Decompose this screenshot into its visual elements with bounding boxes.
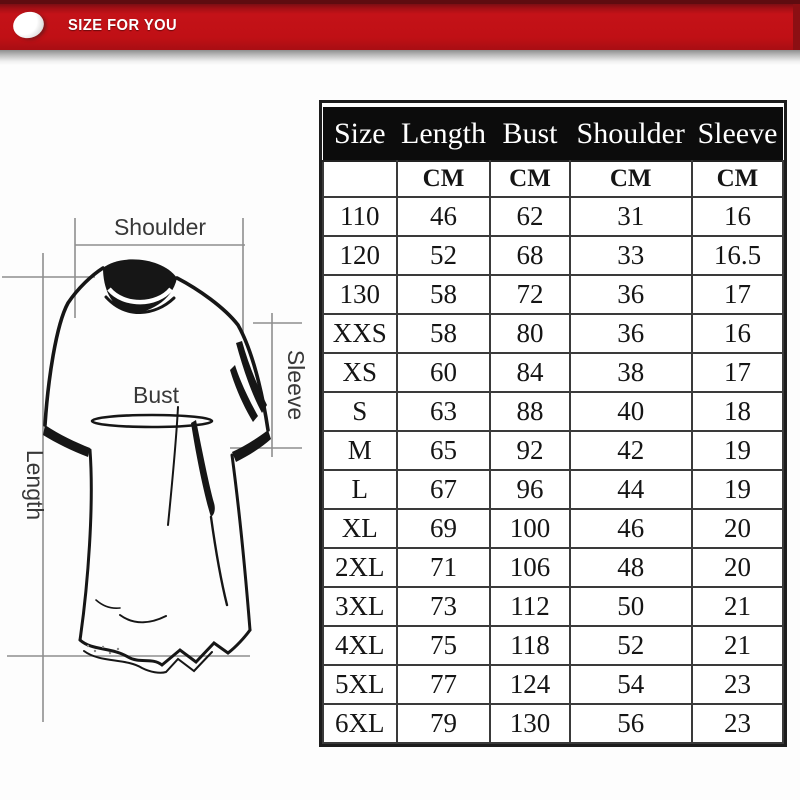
size-table — [322, 107, 784, 744]
table-row — [323, 548, 783, 587]
value-cell: 19 — [692, 470, 783, 509]
value-cell: 36 — [570, 275, 692, 314]
table-row — [323, 353, 783, 392]
unit-cell: CM — [692, 161, 783, 197]
unit-cell: CM — [570, 161, 692, 197]
value-cell: 58 — [397, 275, 491, 314]
column-header: Size — [323, 107, 397, 161]
value-cell: 96 — [490, 470, 569, 509]
value-cell: 130 — [490, 704, 569, 743]
table-header-row — [323, 107, 783, 161]
size-cell: 110 — [323, 197, 397, 236]
value-cell: 23 — [692, 665, 783, 704]
size-cell: 4XL — [323, 626, 397, 665]
value-cell: 20 — [692, 509, 783, 548]
body-shade-wedge — [191, 420, 215, 517]
center-crease — [168, 407, 178, 525]
column-header: Bust — [490, 107, 569, 161]
size-cell: 6XL — [323, 704, 397, 743]
value-cell: 58 — [397, 314, 491, 353]
left-cuff-band — [43, 425, 90, 457]
shoulder-label: Shoulder — [113, 214, 207, 240]
banner — [0, 0, 800, 50]
value-cell: 77 — [397, 665, 491, 704]
unit-cell: CM — [397, 161, 491, 197]
value-cell: 23 — [692, 704, 783, 743]
tshirt-outline — [43, 259, 271, 672]
body-crease-lower — [211, 517, 227, 605]
banner-shadow — [0, 50, 800, 65]
value-cell: 48 — [570, 548, 692, 587]
left-shoulder-sleeve — [45, 268, 103, 425]
size-cell: XS — [323, 353, 397, 392]
value-cell: 16 — [692, 197, 783, 236]
size-table-wrap — [319, 100, 787, 747]
value-cell: 21 — [692, 587, 783, 626]
value-cell: 65 — [397, 431, 491, 470]
value-cell: 106 — [490, 548, 569, 587]
tshirt-measurement-diagram — [0, 185, 310, 745]
value-cell: 118 — [490, 626, 569, 665]
value-cell: 72 — [490, 275, 569, 314]
value-cell: 75 — [397, 626, 491, 665]
value-cell: 31 — [570, 197, 692, 236]
value-cell: 67 — [397, 470, 491, 509]
value-cell: 71 — [397, 548, 491, 587]
value-cell: 46 — [570, 509, 692, 548]
value-cell: 79 — [397, 704, 491, 743]
sleeve-label: Sleeve — [283, 349, 309, 421]
banner-title: SIZE FOR YOU — [68, 17, 178, 34]
value-cell: 16.5 — [692, 236, 783, 275]
size-cell: XL — [323, 509, 397, 548]
value-cell: 63 — [397, 392, 491, 431]
fold-line-2 — [96, 600, 120, 608]
value-cell: 50 — [570, 587, 692, 626]
value-cell: 73 — [397, 587, 491, 626]
value-cell: 84 — [490, 353, 569, 392]
value-cell: 20 — [692, 548, 783, 587]
value-cell: 21 — [692, 626, 783, 665]
table-row — [323, 236, 783, 275]
column-header: Sleeve — [692, 107, 783, 161]
table-row — [323, 509, 783, 548]
table-row — [323, 197, 783, 236]
length-label: Length — [22, 449, 48, 521]
value-cell: 54 — [570, 665, 692, 704]
bust-label: Bust — [132, 382, 180, 408]
fold-line-1 — [120, 615, 166, 622]
value-cell: 19 — [692, 431, 783, 470]
value-cell: 40 — [570, 392, 692, 431]
value-cell: 68 — [490, 236, 569, 275]
size-cell: M — [323, 431, 397, 470]
left-body-side — [80, 450, 91, 640]
value-cell: 17 — [692, 353, 783, 392]
table-row — [323, 626, 783, 665]
size-cell: 2XL — [323, 548, 397, 587]
size-cell: 5XL — [323, 665, 397, 704]
size-cell: 130 — [323, 275, 397, 314]
value-cell: 92 — [490, 431, 569, 470]
unit-cell: CM — [490, 161, 569, 197]
value-cell: 88 — [490, 392, 569, 431]
table-row — [323, 392, 783, 431]
table-unit-row — [323, 161, 783, 197]
right-body-side — [232, 455, 250, 630]
value-cell: 60 — [397, 353, 491, 392]
value-cell: 52 — [397, 236, 491, 275]
value-cell: 62 — [490, 197, 569, 236]
table-row — [323, 704, 783, 743]
value-cell: 69 — [397, 509, 491, 548]
size-cell: 120 — [323, 236, 397, 275]
value-cell: 18 — [692, 392, 783, 431]
size-cell: L — [323, 470, 397, 509]
grommet-oval-icon — [10, 9, 46, 42]
value-cell: 80 — [490, 314, 569, 353]
table-row — [323, 470, 783, 509]
value-cell: 16 — [692, 314, 783, 353]
value-cell: 52 — [570, 626, 692, 665]
value-cell: 36 — [570, 314, 692, 353]
size-cell: XXS — [323, 314, 397, 353]
value-cell: 33 — [570, 236, 692, 275]
value-cell: 44 — [570, 470, 692, 509]
value-cell: 42 — [570, 431, 692, 470]
table-row — [323, 587, 783, 626]
value-cell: 56 — [570, 704, 692, 743]
value-cell: 100 — [490, 509, 569, 548]
size-cell: S — [323, 392, 397, 431]
table-body — [323, 197, 783, 743]
table-row — [323, 275, 783, 314]
value-cell: 17 — [692, 275, 783, 314]
table-row — [323, 431, 783, 470]
value-cell: 38 — [570, 353, 692, 392]
size-cell: 3XL — [323, 587, 397, 626]
right-cuff-band — [232, 430, 271, 462]
unit-cell — [323, 161, 397, 197]
column-header: Length — [397, 107, 491, 161]
table-row — [323, 314, 783, 353]
column-header: Shoulder — [570, 107, 692, 161]
table-row — [323, 665, 783, 704]
right-shoulder-sleeve — [177, 278, 268, 430]
value-cell: 124 — [490, 665, 569, 704]
value-cell: 46 — [397, 197, 491, 236]
value-cell: 112 — [490, 587, 569, 626]
